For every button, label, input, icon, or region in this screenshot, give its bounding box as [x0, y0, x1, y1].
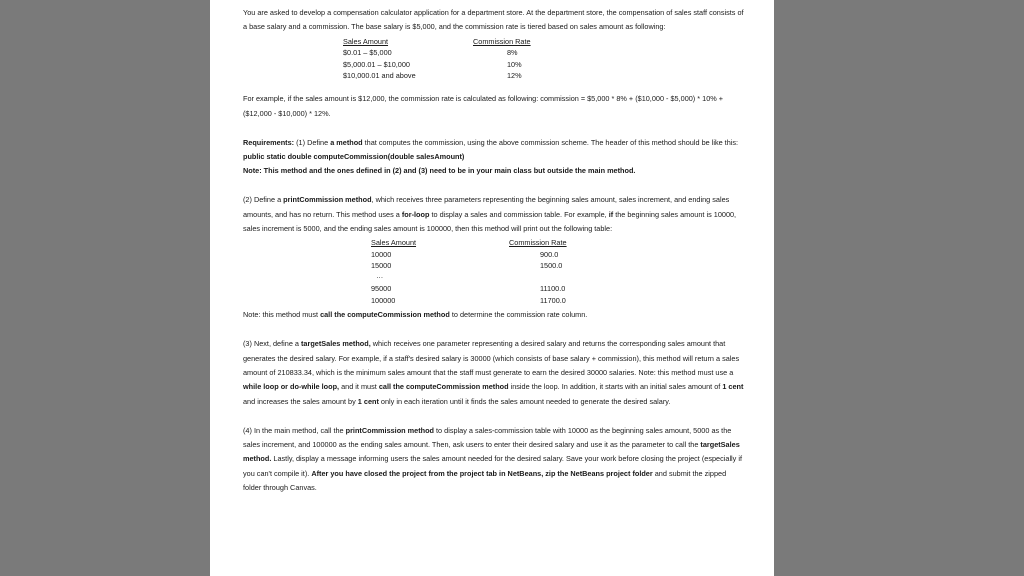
table-cell-sales: 95000 [371, 284, 392, 294]
table-cell-rate: 8% [507, 48, 518, 58]
table-cell-rate: 11700.0 [540, 295, 566, 305]
table-cell-rate: 1500.0 [540, 261, 563, 271]
table-cell-sales: 15000 [371, 261, 392, 271]
example-paragraph: For example, if the sales amount is $12,000, the commission rate is calculated as following: commission = $5,000 * 8% + ($10,000 - $5,000) * 10% + ($12,000 - $10,000) * 12%. [243, 94, 724, 118]
requirements-paragraph: Requirements: (1) Define a method that computes the commission, using the above commission scheme. The header of this method should be like this: public static double computeCommission(double salesAmount) [243, 137, 739, 162]
table-cell-sales: $10,000.01 and above [343, 71, 416, 81]
table-header-sales: Sales Amount [343, 36, 389, 46]
commission-rate-table [243, 35, 745, 93]
table-cell-rate: 11100.0 [540, 284, 566, 294]
intro-paragraph: You are asked to develop a compensation calculator application for a department store. At the department store, the compensation of sales staff consists of a base salary and a commission. The base salary is $5,000, and the commission rate is tiered based on sales amount as following: [243, 8, 744, 32]
requirements-label: Requirements: [243, 137, 295, 147]
part4-paragraph: (4) In the main method, call the printCommission method to display a sales-commission table with 10000 as the beginning sales amount, 5000 as the sales increment, and 100000 as the ending sales amount. Then, ask users to enter their desired salary and use it as the parameter to call the targetSales method. Lastly, display a message informing users the sales amount needed for the desired salary. Save your work before closing the project (especially if you can't compile it). After you have closed the project from the project tab in NetBeans, zip the NetBeans project folder and submit the zipped folder through Canvas. [243, 425, 743, 493]
part3-paragraph: (3) Next, define a targetSales method, which receives one parameter representing a desired salary and returns the corresponding sales amount that generates the desired salary. For example, if a staff's desired salary is 30000 (which consists of base salary + commission), this method will return a sales amount of 210833.34, which is the minimum sales amount that the staff must generate to earn the desired 30000 salaries. Note: this method must use a while loop or do-while loop, and it must call the computeCommission method inside the loop. In addition, it starts with an initial sales amount of 1 cent and increases the sales amount by 1 cent only in each iteration until it finds the sales amount needed to generate the desired salary. [243, 339, 744, 406]
part2-paragraph: (2) Define a printCommission method, which receives three parameters representing the beginning sales amount, sales increment, and ending sales amounts, and has no return. This method uses a for-loop to display a sales and commission table. For example, if the beginning sales amount is 10000, sales increment is 5000, and the ending sales amount is 100000, then this method will print out the following table: [243, 195, 737, 234]
table-header-rate: Commission Rate [509, 238, 567, 248]
table-header-rate: Commission Rate [473, 36, 531, 46]
document-content [243, 6, 745, 496]
table-cell-rate: 12% [507, 71, 522, 81]
table-cell-sales: 10000 [371, 249, 392, 259]
document-page [210, 0, 774, 576]
table-cell-rate: 10% [507, 59, 522, 69]
requirements-note: Note: This method and the ones defined in (2) and (3) need to be in your main class but outside the main method. [243, 166, 636, 176]
method-signature: public static double computeCommission(double salesAmount) [243, 152, 465, 162]
table-cell-sales: 100000 [371, 295, 396, 305]
table-header-sales: Sales Amount [371, 238, 417, 248]
table-cell-rate: 900.0 [540, 249, 559, 259]
part2-note: Note: this method must call the computeCommission method to determine the commission rate column. [243, 310, 588, 320]
sales-commission-example-table [243, 236, 745, 308]
table-cell-sales: $5,000.01 – $10,000 [343, 59, 410, 69]
table-cell-sales: $0.01 – $5,000 [343, 48, 392, 58]
table-cell-ellipsis: … [376, 271, 384, 281]
